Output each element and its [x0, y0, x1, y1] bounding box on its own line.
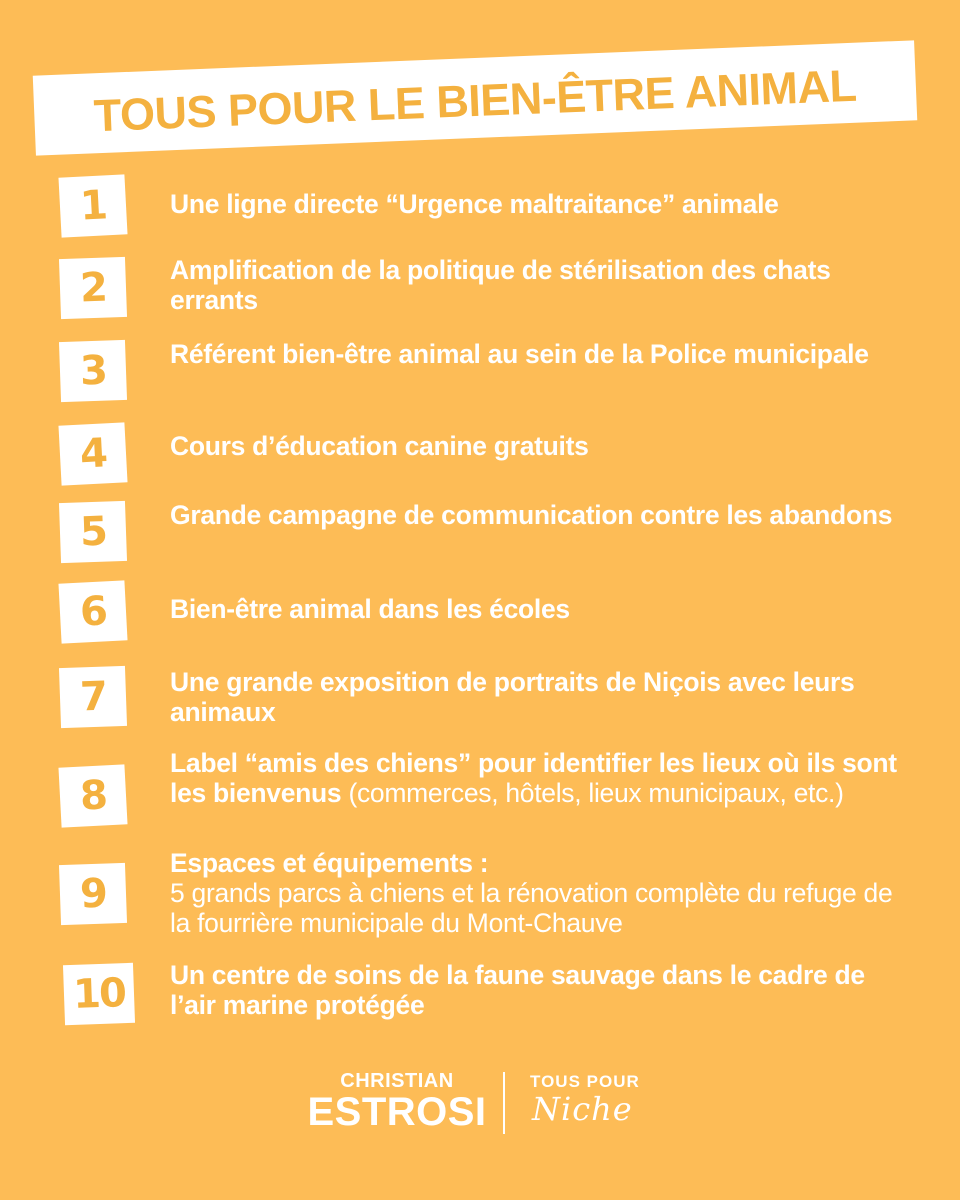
item-text-bold: Un centre de soins de la faune sauvage dans le cadre de l’air marine protégée — [170, 960, 865, 1020]
item-text-light: (commerces, hôtels, lieux municipaux, etc.) — [341, 778, 844, 808]
item-number-badge: 7 — [59, 666, 127, 728]
slogan-top: TOUS POUR — [530, 1072, 640, 1091]
item-number-badge: 5 — [59, 501, 127, 563]
item-number-badge: 2 — [59, 257, 127, 319]
item-text-bold: Grande campagne de communication contre les abandons — [170, 500, 893, 530]
item-text-bold: Espaces et équipements : — [170, 848, 489, 878]
item-text-bold: Bien-être animal dans les écoles — [170, 594, 570, 624]
item-text-bold: Label “amis des chiens” pour identifier les lieux où ils sont les bienvenus — [170, 748, 897, 808]
item-number-badge: 6 — [58, 580, 127, 643]
candidate-first-name: CHRISTIAN — [340, 1070, 454, 1092]
item-text-bold: Amplification de la politique de stérilisation des chats errants — [170, 255, 831, 315]
slogan-script: Niche — [532, 1090, 633, 1128]
item-number-badge: 3 — [59, 340, 127, 402]
item-text — [170, 339, 910, 369]
item-number-badge: 1 — [58, 174, 127, 237]
title-banner — [33, 40, 918, 155]
item-text — [170, 189, 910, 219]
item-number-badge: 10 — [63, 963, 135, 1025]
logo-divider — [503, 1072, 505, 1134]
poster-title: TOUS POUR LE BIEN-ÊTRE ANIMAL — [92, 59, 858, 142]
item-text — [170, 255, 910, 315]
item-number-badge: 8 — [58, 764, 127, 827]
item-text — [170, 848, 910, 938]
candidate-last-name: ESTROSI — [307, 1090, 487, 1134]
item-text — [170, 594, 910, 624]
item-text-bold: Une ligne directe “Urgence maltraitance” animale — [170, 189, 779, 219]
item-text-bold: Référent bien-être animal au sein de la Police municipale — [170, 339, 869, 369]
item-text — [170, 748, 910, 808]
item-text — [170, 667, 910, 727]
item-number-badge: 4 — [58, 422, 127, 485]
item-text — [170, 431, 910, 461]
item-text-bold: Cours d’éducation canine gratuits — [170, 431, 589, 461]
item-number-badge: 9 — [59, 863, 127, 925]
item-text — [170, 500, 910, 530]
item-text — [170, 960, 910, 1020]
item-text-bold: Une grande exposition de portraits de Niçois avec leurs animaux — [170, 667, 855, 727]
footer-logo — [0, 1068, 960, 1138]
item-text-light: 5 grands parcs à chiens et la rénovation complète du refuge de la fourrière municipale du Mont-Chauve — [170, 878, 893, 938]
